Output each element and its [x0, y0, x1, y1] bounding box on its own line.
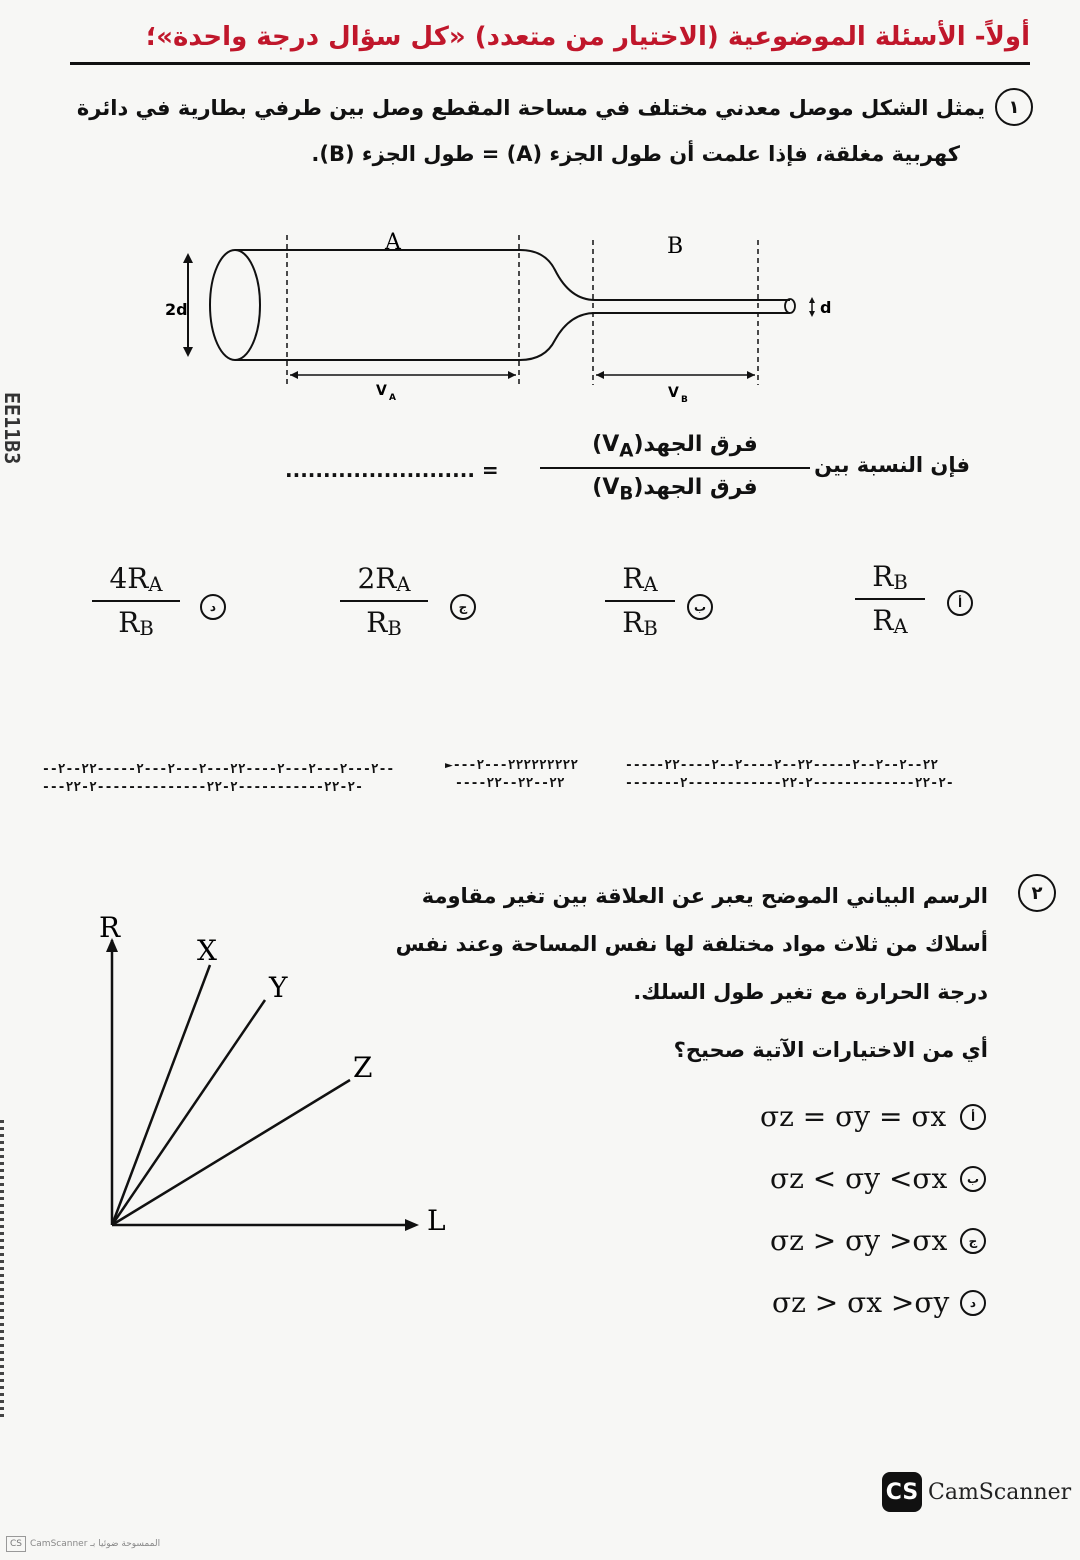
q2-text-line3: درجة الحرارة مع تغير طول السلك. — [633, 980, 988, 1004]
camscanner-logo-badge: CS — [882, 1472, 922, 1512]
option-c-fraction: $\frac{2R_A}{R_B}$ — [340, 562, 428, 640]
q1-option-d[interactable] — [92, 562, 242, 652]
line-x — [112, 965, 210, 1225]
label-vb-sub: B — [681, 395, 688, 405]
q2-option-d[interactable] — [772, 1284, 995, 1326]
footer-badge: CS — [6, 1536, 26, 1552]
option-d-fraction: $\frac{4R_A}{R_B}$ — [92, 562, 180, 640]
conductor-diagram — [150, 225, 850, 415]
thin-end-ellipse — [785, 299, 795, 313]
question-number-2: ٢ — [1018, 874, 1056, 912]
q2-option-b-text: σz < σy <σx — [770, 1162, 948, 1195]
thick-end-ellipse — [210, 250, 260, 360]
q2-option-letter-b: ب — [960, 1166, 986, 1192]
label-2d: 2d — [165, 300, 188, 319]
side-edge-code: EE11B3 — [0, 392, 24, 465]
footer-text: CamScanner الممسوحة ضوئيا بـ — [30, 1539, 161, 1549]
option-letter-a: أ — [947, 590, 973, 616]
ratio-numerator: فرق $الجهد(V_A)$ — [540, 432, 810, 469]
line-z — [112, 1080, 350, 1225]
answer-dashes-right-2: -------٢-٢٢-------------٢-٢٢------------٢- — [625, 776, 954, 791]
ratio-prefix: فإن النسبة بين — [814, 453, 970, 477]
label-va-sub: A — [389, 393, 396, 403]
q2-text-line1: الرسم البياني الموضح يعبر عن العلاقة بين تغير مقاومة — [421, 884, 988, 908]
q2-option-letter-d: د — [960, 1290, 986, 1316]
q1-text-line1: يمثل الشكل موصل معدني مختلف في مساحة المقطع وصل بين طرفي بطارية في دائرة — [76, 96, 985, 120]
answer-dashes-right-1: -----٢٢--٢--٢--٢-----٢٢--٢----٢--٢----٢٢ — [625, 758, 939, 773]
line-label-y: Y — [269, 971, 288, 1004]
label-a: A — [385, 230, 401, 255]
label-b: B — [667, 234, 684, 259]
q2-option-d-text: σz > σx >σy — [772, 1286, 950, 1319]
option-letter-c: ج — [450, 594, 476, 620]
q1-option-b[interactable] — [605, 562, 735, 652]
conductor-bottom-edge — [235, 313, 790, 360]
q2-text-line2: أسلاك من ثلاث مواد مختلفة لها نفس المساحة وعند نفس — [395, 932, 988, 956]
ratio-denominator: فرق $الجهد(V_B)$ — [592, 475, 758, 505]
left-edge-mark — [0, 1120, 4, 1420]
resistance-length-graph — [85, 905, 475, 1245]
option-b-fraction: $\frac{R_A}{R_B}$ — [605, 562, 675, 640]
q1-option-a[interactable] — [855, 560, 985, 650]
q2-option-b[interactable] — [770, 1160, 995, 1202]
ratio-fraction — [540, 432, 810, 505]
q2-option-a[interactable] — [760, 1098, 995, 1140]
question-number-1: ١ — [995, 88, 1033, 126]
conductor-top-edge — [235, 250, 790, 300]
line-y — [112, 1000, 265, 1225]
option-letter-b: ب — [687, 594, 713, 620]
label-va: V — [376, 383, 387, 399]
heading-underline — [70, 62, 1030, 65]
q2-option-letter-c: ج — [960, 1228, 986, 1254]
ratio-answer-blank: = ......................... — [285, 458, 499, 482]
axis-label-l: L — [427, 1204, 446, 1237]
axis-label-r: R — [99, 911, 121, 944]
q2-option-a-text: σz = σy = σx — [760, 1100, 947, 1133]
q2-option-c[interactable] — [770, 1222, 995, 1264]
label-d: d — [820, 298, 832, 317]
q2-option-letter-a: أ — [960, 1104, 986, 1130]
option-letter-d: د — [200, 594, 226, 620]
q1-option-c[interactable] — [340, 562, 490, 652]
q2-question: أي من الاختيارات الآتية صحيح؟ — [673, 1038, 988, 1062]
answer-dashes-left-2: ---٢-٢٢-----------٢-٢٢--------------٢-٢٢- — [42, 780, 363, 795]
option-a-fraction: $\frac{R_B}{R_A}$ — [855, 560, 925, 638]
label-vb: V — [668, 385, 679, 401]
q2-option-c-text: σz > σy >σx — [770, 1224, 948, 1257]
answer-dashes-left-1: --٢---٢---٢---٢----٢٢---٢---٢---٢-----٢٢--٢-- — [42, 762, 395, 777]
line-label-x: X — [197, 934, 217, 967]
section-heading: أولاً- الأسئلة الموضوعية (الاختيار من متعدد) «كل سؤال درجة واحدة»؛ — [145, 22, 1030, 52]
line-label-z: Z — [353, 1051, 373, 1084]
q1-text-line2: كهربية مغلقة، فإذا علمت أن طول الجزء (A) = طول الجزء (B). — [311, 142, 960, 166]
camscanner-logo-text: CamScanner — [928, 1480, 1072, 1505]
answer-dashes-mid-2: ----٢٢--٢٢--٢٢ — [455, 776, 565, 791]
answer-dashes-mid-1: ►---٢٢٢٢٢٢٢٢٢---٢ — [445, 758, 579, 773]
